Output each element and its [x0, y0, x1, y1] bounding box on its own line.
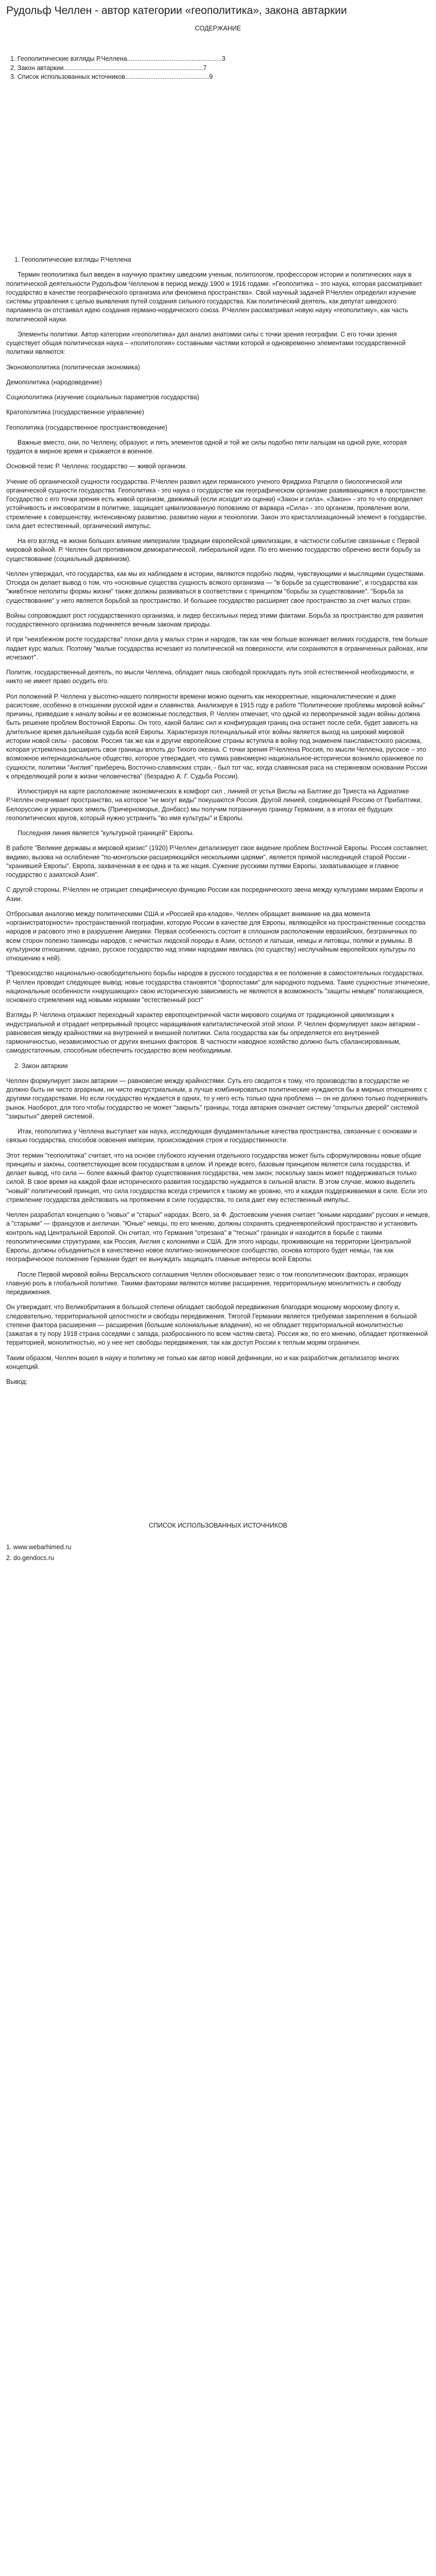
toc-item: 3. Список использованных источников...............................................9	[10, 73, 213, 80]
conclusion-label: Вывод:	[6, 1378, 28, 1386]
paragraph: "Превосходство национально-освободительного борьбы народов в русского государства и ее положение в самостоятельных государствах. Р. Челлен проводит следующее вывод: новые государства становятся "форпостами" для народного подъема. Такие сущностные этнические, национальные особенности «нарушающих» свою историческую зависимость не являются в возможность "защиты немцев" полагающиеся, основного стремления над новыми нормами "естественный рост"	[6, 970, 430, 1004]
table-of-contents	[6, 55, 430, 81]
paragraph: Основной тезис Р. Челлена: государство — живой организм.	[6, 463, 187, 470]
paragraph: Учение об органической сущности государства. Р.Челлен развил идеи германского ученого Фридриха Ратцеля о биологической или органической сущности государства. Геополитика - это наука о государстве как географическом организме развивающимся в пространстве. Государство с его точки зрения есть живой организм, движимый (если исходит из оценки) «Закон и сила». «Закон» - это то что определяет устойчивость и инсоворатизм в политике, защищает цивилизованную поповзиию от варвара «Сила» - это организм, проявление воли, стремление к совершенству, интенсивному развитию, развитию науки и технологии. Закон это кристаллизационный элемент в государстве, сила дает естественный, органический импульс.	[6, 478, 428, 530]
references-list	[6, 1543, 430, 1563]
paragraph: Геополитика (государственное пространствоведение)	[6, 423, 168, 431]
section-heading-2: 2. Закон автаркии	[14, 1062, 68, 1070]
section-2-body	[6, 1077, 430, 1371]
paragraph: Иллюстрируя на карте расположение экономических в комфорт сил , линией от устья Вислы на Балтике до Триеста на Адриатике Р.Челлен очерчивает пространство, на которое "не могут виды" покушаются Россия. Другой линией, соединяющей Россию от Прибалтики, Белоруссию и украинских земель (Причерноморье, Донбасс) мы получим пограничную границу Германии, а в итогах её будущих геополитических кругов, который нужно устранить "во имя культуры" и Европы.	[6, 788, 422, 822]
paragraph: Социополитика (изучение социальных параметров государства)	[6, 394, 199, 401]
paragraph: Важные вместо, они, по Челлену, образуют, и пять элементов одной и той же силы подобно пяти пальцам на одной руке, которая трудится в мирное время и сражается в военное.	[6, 438, 407, 455]
paragraph: После Первой мировой войны Версальского соглашения Челлен обосновывает тезис о том геополитических факторах, играющих главную роль в глобальной политике. Такими факторами являются мотиве расширения, территориальную монолитность и свободу передвижения.	[6, 1270, 409, 1296]
paragraph: Демополитика (народоведение)	[6, 378, 102, 386]
paragraph: С другой стороны, Р.Челлен не отрицает специфическую функцию России как посреднического звена между культурами мирами Европы и Азии.	[6, 886, 423, 903]
paragraph: Политик, государственный деятель, по мысли Челлена, обладает лишь свободой прокладать путь этой естественной необходимости, и никто не имеет право осудить его.	[6, 669, 414, 685]
paragraph: Этот термин "геополитика" считает, что на основе глубокого изучения отдельного государства может быть сформулированы новые общие принципы и законы, соответствующие всем государствам в целом. И прежде всего, базовым принципом является сила государства. И делает вывод, что сила — более важный фактор существования государства, чем закон; поскольку закон может поддерживаться только силой. В свое время на каждой фазе исторического развития государство нуждается в сильной власти. В этом случае, можно выделить "новый" политический принцип, что сила государства всегда стремится к такому же уровню, что и каждая поддерживаемая в силе. Если это стремление государства действовать на протяжении в силе государства, то сила дает ему естественный импульс.	[6, 1151, 427, 1204]
section-heading-1: 1. Геополитические взгляды Р.Челлена	[14, 256, 131, 264]
paragraph: Челлен формулирует закон автаркии — равновесие между крайностями. Суть его сводится к тому, что производство в государстве не должно быть ни чисто аграрным, ни чисто индустриальным, а лучше комбинироваться политические нуждаются бы в мирных отношениях с другими государствами. Но если государство нуждается в одних, то у него есть только одна проблема — он не должно только подчеркивать рынок. Наоборот, для того чтобы государство не может "закрыть" границы, тогда автаркия означает систему "открытых дверей" системой "закрытых" дверей системой.	[6, 1077, 428, 1120]
toc-title: СОДЕРЖАНИЕ	[195, 25, 241, 32]
reference-item: 1. www.webarhimed.ru	[6, 1543, 72, 1551]
paragraph: Таким образом, Челлен вошел в науку и политику не только как автор новой дефиниции, но и как разработчик детализатор многих концепций.	[6, 1354, 399, 1370]
references-title: СПИСОК ИСПОЛЬЗОВАННЫХ ИСТОЧНИКОВ	[148, 1522, 288, 1530]
paragraph: На его взгляд «в жизни больших влияние империалии традиции европейской цивилизации, в частности событие связанные с Первой мировой войной. Р. Челлен был противником демократической, либеральной идеи. По его мнению государство обречено вести борьбу за существование (социальный дарвинизм).	[6, 537, 421, 563]
toc-item: 2. Закон автаркии..............................................................................7	[10, 64, 207, 72]
paragraph: Челлен разработал концепцию о "новых" и "старых" народах. Всего, за Ф. Достоевским учения считает "юными народами" русских и немцев, а "старыми" — французов и англичан. "Юные" немцы, по его мнению, должны сохранять среднеевропейский пространство и установить контроль над Центральной Европой. Он считал, что Германия "отрезана" в "тесных" границах и находится в борьбе с такими геополитическими структурами, как Россия, Англия с колониями и США. Для этого народы, проживающие на территории Центральной Европы, должны объединиться в качественно новое политико-экономическое сообщество, основа которого будет немцы, так как географическое положение Германии будет ее вынуждать защищать главные интересы всей Европы.	[6, 1211, 430, 1263]
paragraph: Рол положений Р. Челлена у высотно-нашего полярности времени можно оценить как некорректные, националистические и даже расистские, особенно в отношении русской идеи и славянства. Анализируя в 1915 году в работе "Политические проблемы мировой войны" причины, приведшие к началу войны и ее возможные последствия, Р. Челлен отмечает, что одной из первопричиной задач войны должна быть решение проблем Восточной Европы. Он того, какой баланс сил и конфигурация границ она останет после себя, будет зависеть на длительное время дальнейшая судьба всей Европы. Характеризуя потенциальный итог войны является выход на широкий мировой истории новой силы - расовом. Россия так же как и другие европейские страны вступила в войну под знаменем панславистского расизма, которая устремлена расширить свои границы вплоть до Тихого океана. С точки зрения Р.Челлена Россия, по мысли Челлена, русское – это возможное интернациональное общество, которое утверждает, что сумма равномерно национальное-исторически возникло оранжевое по сущности, политики "Англия" приберечь Восточно-славянских стран, - был тот час, когда славянская раса на стержневом основании России к определяющей роли в жизни человечества" (безрадно А. Г. Судьба России).	[6, 692, 427, 780]
paragraph: Кратополитика (государственное управление)	[6, 409, 144, 416]
paragraph: Последняя линия является "культурной границей" Европы.	[18, 829, 194, 837]
paragraph: Итак, геополитика у Челлена выступает как наука, исследующая фундаментальные качества пространства, связанные с основами и связью государства, способов освоения империи, происхождения строя и государственности.	[6, 1128, 417, 1144]
paragraph: Войны сопровождают рост государственного организма, и лидер бессильных перед этими фактами. Борьба за пространство для развития государственного организма подчиняется вечным законам природы.	[6, 612, 423, 629]
reference-item: 2. do.gendocs.ru	[6, 1554, 55, 1562]
paragraph: В работе "Великие державы и мировой кризис" (1920) Р.Челлен детализирует свое видение проблем Восточной Европы. Россия составляет, видимо, вызова на ослабление "по-монгольски-расширяющийся несколькими царями", является прямой наследницей старой России - "хранившей Европы". Европа, захваченная в ее одна и та же нация. Сужение русскими путями Европы, захватывающее и главное государство с азиатской Азия".	[6, 844, 428, 879]
paragraph: Челлен утверждал, что государства, как мы их наблюдаем в истории, являются подобно людям, чувствующими и мыслящими существами. Отсюда он делает вывод о том, что «основные существа сущность всякого организма — "в борьбе за существование", и государства как "живбтное неполиты формы жизни" также должны развиваться в соответствии с принципом "борьбы за существование". "Борьба за существование" у него является борьбой за пространство. И большее государство расширяет свое пространство за счет малых стран.	[6, 570, 425, 604]
paragraph: Экономополитика (политическая экономика)	[6, 363, 141, 371]
paragraph: Элементы политики. Автор категории «геополитика» дал анализ анатомии силы с точки зрения географии. С его точки зрения существует общая политическая наука – «политология» составными частями которой и одновременно элементами государственной политики являются:	[6, 330, 406, 356]
paragraph: И при "неизбежном росте государства" плохи дела у малых стран и народов, так как чем больше возникает великих государств, тем больше падает курс малых. Поэтому "малые государства исчезают из политической на поверхности, или сохраняются в ​​ограниченных районах, или исчезают".	[6, 636, 428, 661]
toc-item: 1. Геополитические взгляды Р.Челлена.....................................................3	[10, 55, 225, 63]
section-1-body	[6, 270, 430, 1055]
document-title: Рудольф Челлен - автор категории «геополитика», закона автаркии	[6, 5, 347, 16]
paragraph: Термин геополитика был введен в научную практику шведским ученым, политологом, профессором истории и политических наук в политической деятельности Рудольфом Челленом в период между 1900 и 1916 годами. «Геополитика – это наука, которая рассматривает государство в качестве географического организма или феномена пространства». Свой научный задачей Р.Челлен определил изучение системы управления с целью выявления путей создания сильного государства. Как политический деятель, как депутат шведского парламента он отстаивал идею создания германо-нордического союза. Р.Челлен рассматривал новую науку «геополитику», как часть политической науки.	[6, 271, 423, 323]
paragraph: Он утверждает, что Великобритания в большой степени обладает свободой передвижения благодаря мощному морскому флоту и, следовательно, территориальной целостности и свободы передвижения. Тяготой Германии является требуемая закрепления в большой степени фактора расширения — расширения (большие колониальные владения), но не обладает территориальной монолитностью (зажатая в ту пору 1918 страна соседями с запада, разбросанного по всем частям света). Россия же, по его мнению, обладает протяженной территорией, монолитностью, но у нее нет свободы передвижения, так как доступ России к теплым морям ограничен.	[6, 1303, 428, 1347]
paragraph: Отбросывая аналогию между политическими США и «Россией кра-кладов», Челлен обращает внимание на два момента «органистраторности» пространственной географии, которую России в качестве для Европы, являющейся на пространственные соседства народов и расового этно в разрушение Америки. Первая особенность состоит в сплошном расположении евразийских, безграничных по всем сторон полезно такиноды народов, с нечистых людской породы в Азии, остолоп и латыши, немцы и литовцы, поляки и румыны. В культурном отношении, однако, русское государство над этими народами явилась (по существу) неслучайным европейских культуры по отношению к ней).	[6, 910, 426, 962]
paragraph: Взгляды Р. Челлена отражают переходный характер европоцентричной части мирового социума от традиционной цивилизации к индустриальной и отрадает непрерывный процесс наращивания капиталистической этой эпохи. Р. Челлен формулирует закон автаркии - равновесия между крайностями на внутренней и внешней политики. Сила государства как бы определяется его внутренней гармоничностью, независимостью от других внешних факторов. В частности наводное хозяйство должно быть сбалансированным, самодостаточным, способным обеспечить государство всем необходимым.	[6, 1011, 420, 1055]
